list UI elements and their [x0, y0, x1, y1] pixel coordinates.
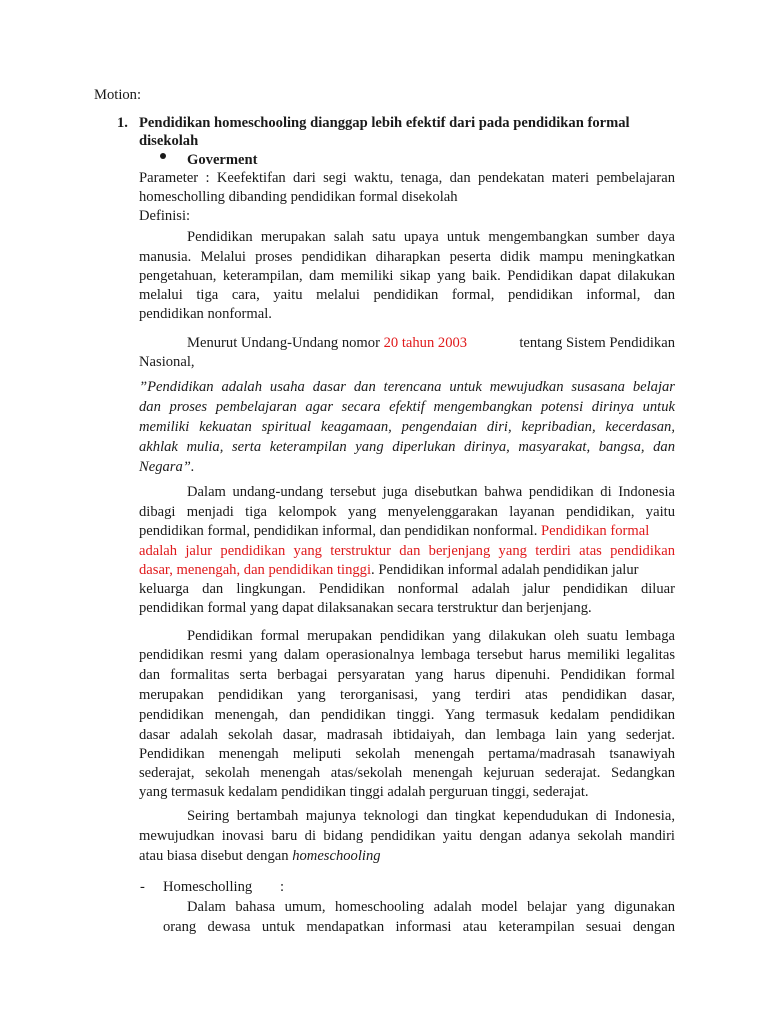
- p5-text: atau biasa disebut dengan: [139, 848, 293, 864]
- p1-line: manusia. Melalui proses pendidikan diharapkan peserta didik mampu meningkatkan: [139, 249, 675, 265]
- quote-line: Negara”.: [139, 459, 195, 475]
- p2-line-1: [187, 334, 467, 352]
- p2-text-a: Menurut Undang-Undang nomor: [187, 335, 384, 351]
- p3-highlight: Pendidikan formal: [541, 523, 650, 539]
- p3-text: pendidikan formal, pendidikan informal, dan pendidikan nonformal.: [139, 523, 542, 539]
- quote-line: memiliki kekuatan spiritual keagamaan, pengendaian diri, kepribadian, kecerdasan,: [139, 419, 675, 435]
- p1-line: melalui tiga cara, yaitu melalui pendidikan formal, pendidikan informal, dan: [139, 287, 675, 303]
- p4-line: merupakan pendidikan yang terorganisasi, yang terdiri atas pendidikan dasar,: [139, 687, 675, 703]
- p4-line: dasar adalah sekolah dasar, madrasah ibtidaiyah, dan lembaga lain yang sederjat.: [139, 727, 675, 743]
- p3-line: dibagi menjadi tiga kelompok yang menyelenggarakan layanan pendidikan, yaitu: [139, 504, 675, 520]
- bullet-icon: [160, 153, 166, 159]
- bullet-label: Goverment: [187, 152, 258, 168]
- definisi-label: Definisi:: [139, 208, 191, 224]
- p4-line: pendidikan menengah, dan pendidikan tinggi. Yang termasuk kedalam pendidikan: [139, 707, 675, 723]
- p3-line: Dalam undang-undang tersebut juga disebutkan bahwa pendidikan di Indonesia: [187, 484, 675, 500]
- homescholling-label: Homescholling: [163, 879, 253, 895]
- p2-text-c: tentang Sistem Pendidikan: [519, 335, 675, 351]
- parameter-line-2: homescholling dibanding pendidikan formal disekolah: [139, 189, 458, 205]
- heading-line-2: disekolah: [139, 133, 199, 149]
- heading-number: 1.: [117, 115, 128, 131]
- quote-line: dan proses pembelajaran agar secara efektif mengembangkan potensi dirinya untuk: [139, 399, 675, 415]
- p6-line: orang dewasa untuk mendapatkan informasi atau keterampilan sesuai dengan: [163, 919, 675, 935]
- p1-line: Pendidikan merupakan salah satu upaya untuk mengembangkan sumber daya: [187, 229, 675, 245]
- p5-homeschooling: homeschooling: [292, 848, 381, 864]
- quote-line: akhlak mulia, serta keterampilan yang diperlukan dirinya, masyarakat, bangsa, dan: [139, 439, 675, 455]
- p4-line: Pendidikan formal merupakan pendidikan yang dilakukan oleh suatu lembaga: [187, 628, 675, 644]
- p3-text: . Pendidikan informal adalah pendidikan jalur: [371, 562, 639, 578]
- p3-line: pendidikan formal yang dapat dilaksanakan secara terstruktur dan berjenjang.: [139, 600, 592, 616]
- p4-line: sederajat, sekolah menengah atas/sekolah menengah kejuruan sederajat. Sedangkan: [139, 765, 675, 781]
- law-number: 20 tahun 2003: [383, 335, 468, 351]
- p4-line: yang termasuk kedalam pendidikan tinggi adalah perguruan tinggi, sederajat.: [139, 784, 589, 800]
- quote-line: ”Pendidikan adalah usaha dasar dan terencana untuk mewujudkan susasana belajar: [139, 379, 675, 395]
- dash-marker: -: [140, 879, 145, 895]
- motion-label: Motion:: [94, 87, 142, 103]
- p1-line: pengetahuan, keterampilan, dam memiliki sikap yang baik. Pendidikan dapat dilakukan: [139, 268, 675, 284]
- p5-line: Seiring bertambah majunya teknologi dan tingkat kependudukan di Indonesia,: [187, 808, 675, 824]
- p3-highlight: dasar, menengah, dan pendidikan tinggi: [139, 562, 372, 578]
- p2-text-d: Nasional,: [139, 354, 195, 370]
- p3-line-3: [139, 522, 649, 540]
- p3-line-5: [139, 561, 639, 579]
- homescholling-colon: :: [280, 879, 285, 895]
- p3-highlight-line: adalah jalur pendidikan yang terstruktur dan berjenjang yang terdiri atas pendidikan: [139, 543, 675, 559]
- p6-line: Dalam bahasa umum, homeschooling adalah model belajar yang digunakan: [187, 899, 675, 915]
- p3-line: keluarga dan lingkungan. Pendidikan nonformal adalah jalur pendidikan diluar: [139, 581, 675, 597]
- p5-line-3: [139, 847, 381, 865]
- p1-line: pendidikan nonformal.: [139, 306, 272, 322]
- p4-line: pendidikan resmi yang dalam operasionalnya lembaga tersebut harus memiliki legalitas: [139, 647, 675, 663]
- p5-line: mewujudkan inovasi baru di bidang pendidikan yaitu dengan adanya sekolah mandiri: [139, 828, 675, 844]
- heading-line-1: Pendidikan homeschooling dianggap lebih efektif dari pada pendidikan formal: [139, 115, 630, 131]
- p4-line: dan formalitas serta berbagai persyaratan yang harus dipenuhi. Pendidikan formal: [139, 667, 675, 683]
- p4-line: Pendidikan menengah meliputi sekolah menengah pertama/madrasah tsanawiyah: [139, 746, 675, 762]
- parameter-line-1: Parameter : Keefektifan dari segi waktu, tenaga, dan pendekatan materi pembelajaran: [139, 170, 675, 186]
